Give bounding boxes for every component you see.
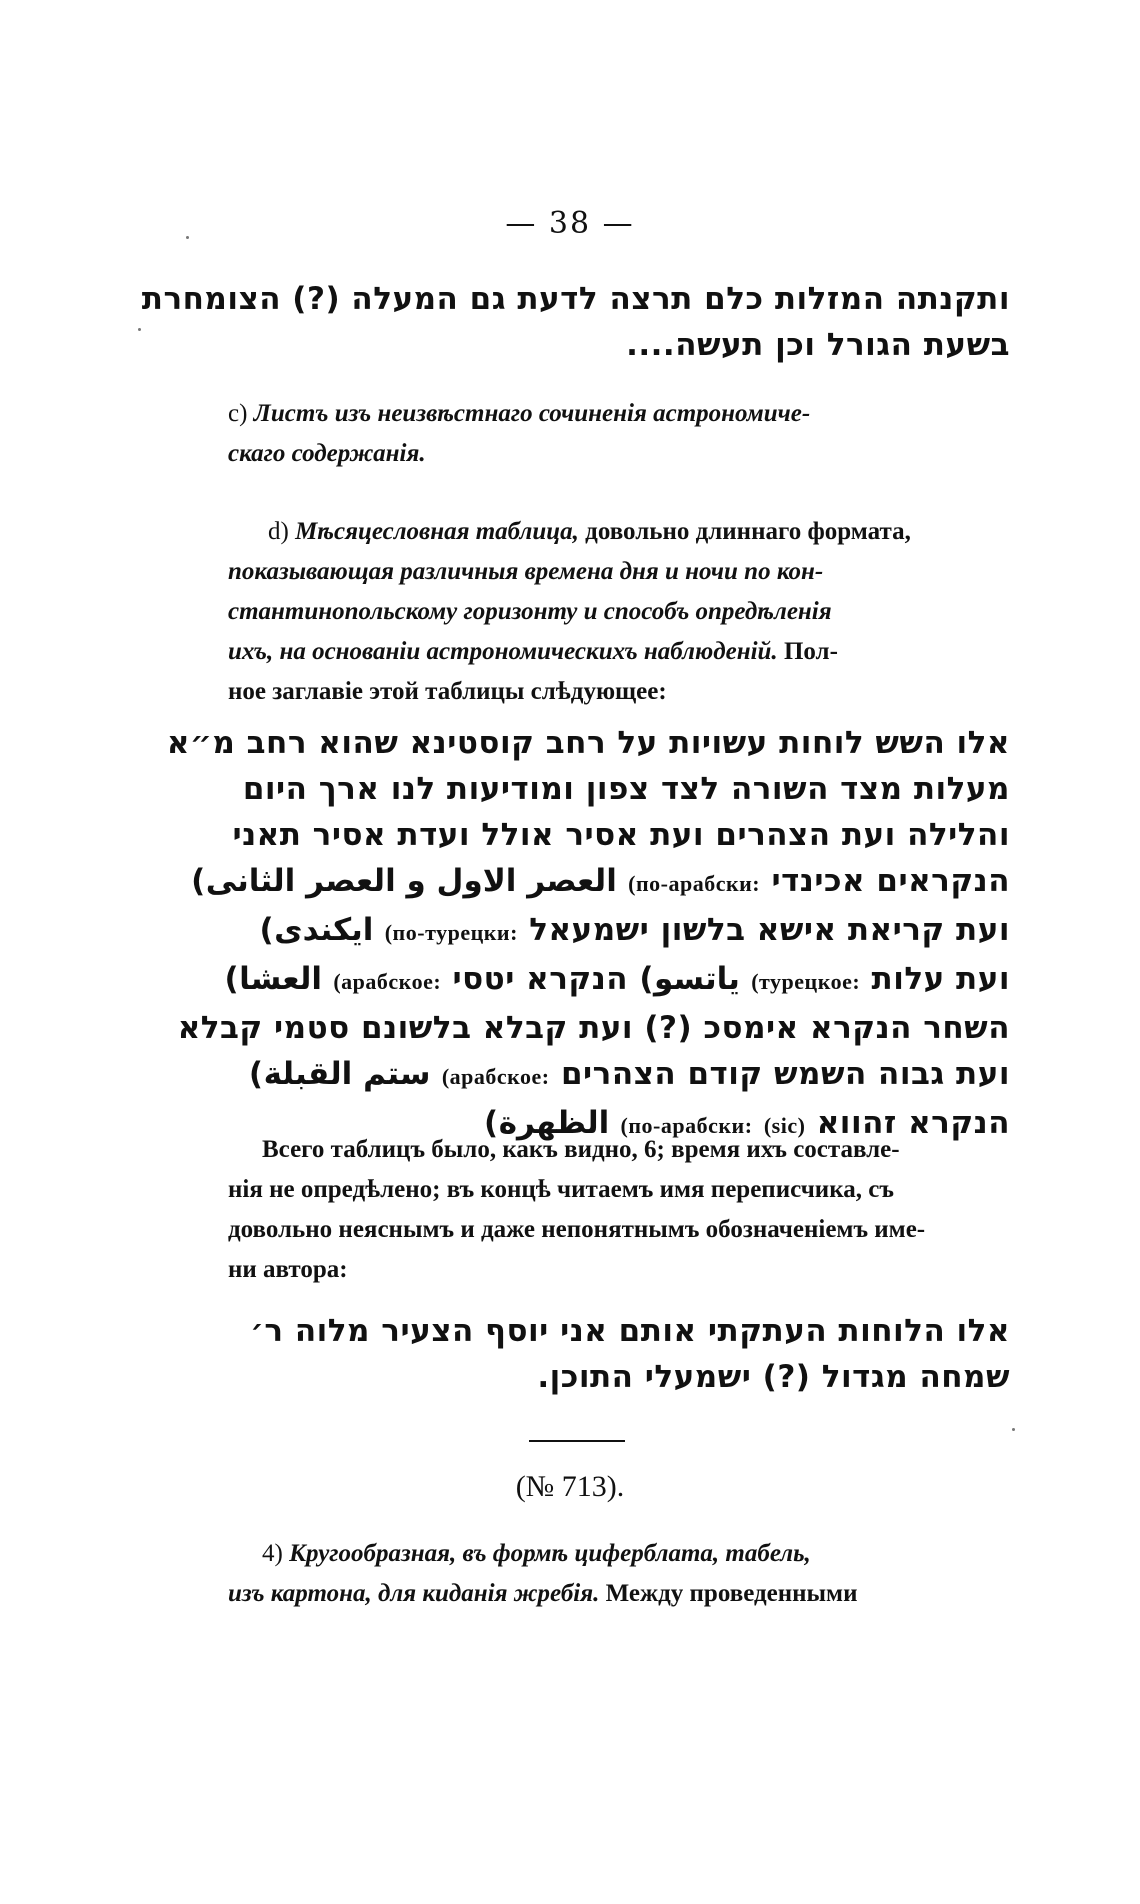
hebrew-text: הנקראים אכינדי: [771, 863, 1010, 899]
paragraph-summary: [228, 1130, 1010, 1290]
page-number: — 38 —: [505, 206, 635, 241]
body-text: Между проведенными: [605, 1580, 858, 1607]
russian-note: (турецкое:: [751, 969, 861, 994]
hebrew-line: מעלות מצד השורה לצד צפון ומודיעות לנו ארך היום: [242, 771, 1010, 807]
hebrew-line: שמחה מגדול (?) ישמעלי התוכן.: [537, 1359, 1010, 1395]
body-text: ихъ, на основаніи астрономическихъ наблюденій.: [228, 638, 778, 665]
russian-note: (sic): [763, 1113, 806, 1138]
russian-note: (по-турецки:: [384, 920, 518, 945]
hebrew-line: [191, 858, 1010, 907]
arabic-text: العصر الاول و العصر الثانى): [191, 863, 617, 899]
body-text: нія не опредѣлено; въ концѣ читаемъ имя переписчика, съ: [228, 1176, 894, 1203]
catalog-number: (№ 713).: [515, 1470, 625, 1503]
item-title: Мѣсяцесловная таблица,: [295, 518, 579, 545]
hebrew-top-text: [141, 276, 1010, 368]
hebrew-line: [228, 1051, 1010, 1100]
item-marker: d): [268, 518, 289, 545]
hebrew-text: ועת גבוה השמש קודם הצהרים: [560, 1056, 1010, 1092]
item-title-cont: скаго содержанія.: [228, 440, 426, 467]
body-text: ное заглавіе этой таблицы слѣдующее:: [228, 678, 667, 705]
hebrew-line: ותקנתה המזלות כלם תרצה לדעת גם המעלה (?) הצומחרת: [141, 281, 1010, 317]
hebrew-line: [228, 907, 1010, 956]
hebrew-line: בשעת הגורל וכן תעשה....: [626, 327, 1010, 363]
hebrew-line: אלו השש לוחות עשויות על רחב קוסטינא שהוא רחב מ״א: [166, 725, 1010, 761]
body-text: довольно неяснымъ и даже непонятнымъ обозначеніемъ име-: [228, 1216, 926, 1243]
item-4: [228, 1534, 1010, 1614]
arabic-text: ایکندی): [259, 912, 374, 948]
item-c: [228, 394, 1010, 474]
russian-note: (по-арабски:: [620, 1113, 753, 1138]
hebrew-text: הנקרא זהווא: [816, 1105, 1010, 1141]
body-text: довольно длиннаго формата,: [585, 518, 911, 545]
arabic-text: ستم القبلة): [248, 1056, 431, 1092]
print-speck: [1012, 1428, 1015, 1431]
russian-note: (по-арабски:: [628, 871, 761, 896]
item-marker: c): [228, 400, 248, 427]
hebrew-line: [224, 956, 1010, 1005]
section-divider: [529, 1440, 625, 1442]
hebrew-text: הנקרא יטסי: [452, 961, 629, 997]
hebrew-colophon: [228, 1308, 1010, 1400]
hebrew-line: אלו הלוחות העתקתי אותם אני יוסף הצעיר מלוה ר׳: [250, 1313, 1010, 1349]
body-text: Всего таблицъ было, какъ видно, 6; время ихъ составле-: [262, 1136, 900, 1163]
russian-note: (арабское:: [441, 1064, 550, 1089]
item-title: Кругообразная, въ формѣ циферблата, табель,: [289, 1540, 811, 1567]
hebrew-title-block: [166, 720, 1010, 1149]
hebrew-line: השחר הנקרא אימסכ (?) ועת קבלא בלשונם סטמי קבלא: [177, 1010, 1010, 1046]
item-title: Листъ изъ неизвѣстнаго сочиненія астрономиче-: [253, 400, 811, 427]
item-d: [228, 512, 1010, 712]
hebrew-text: ועת קריאת אישא בלשון ישמעאל: [529, 912, 1010, 948]
hebrew-text: ועת עלות: [871, 961, 1010, 997]
arabic-text: الظهرة): [484, 1105, 610, 1141]
body-text: Пол-: [783, 638, 838, 665]
item-marker: 4): [262, 1540, 283, 1567]
body-text: ни автора:: [228, 1256, 348, 1283]
arabic-text: یاتسو): [639, 961, 740, 997]
russian-note: (арабское:: [333, 969, 442, 994]
arabic-text: العشا): [224, 961, 323, 997]
print-speck: [138, 328, 141, 331]
body-text: показывающая различныя времена дня и ночи по кон-: [228, 558, 824, 585]
item-title-cont: изъ картона, для киданія жребія.: [228, 1580, 600, 1607]
hebrew-line: והלילה ועת הצהרים ועת אסיר אולל ועדת אסיר תאני: [232, 817, 1010, 853]
body-text: стантинопольскому горизонту и способъ опредѣленія: [228, 598, 832, 625]
